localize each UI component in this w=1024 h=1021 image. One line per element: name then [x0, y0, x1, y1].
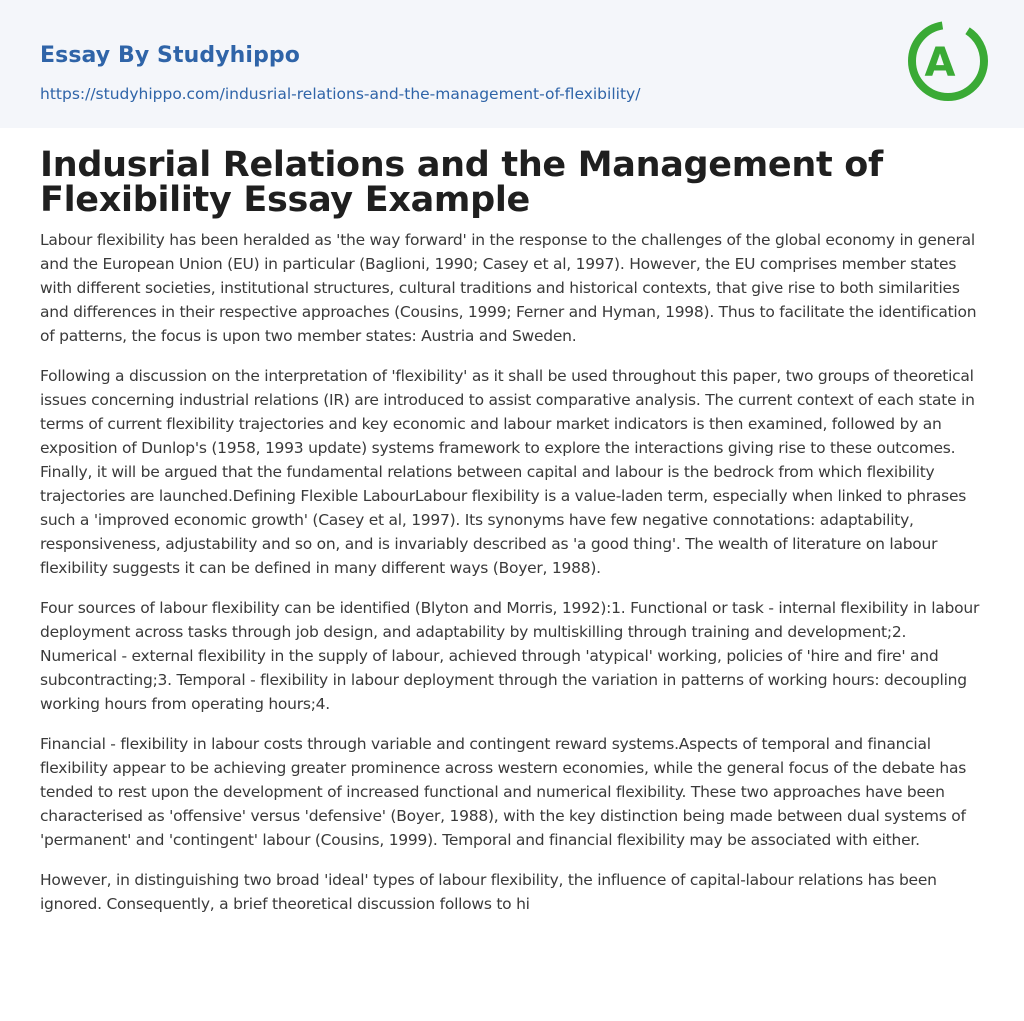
paragraph: Financial - flexibility in labour costs through variable and contingent reward systems.Aspects of temporal and financial flexibility appear to be achieving greater prominence across western economies, while the general focus of the debate has tended to rest upon the development of increased functional and numerical flexibility. These two approaches have been characterised as 'offensive' versus 'defensive' (Boyer, 1988), with the key distinction being made between dual systems of 'permanent' and 'contingent' labour (Cousins, 1999). Temporal and financial flexibility may be associated with either.	[40, 735, 967, 849]
paragraph: Labour flexibility has been heralded as 'the way forward' in the response to the challenges of the global economy in general and the European Union (EU) in particular (Baglioni, 1990; Casey et al, 1997). However, the EU comprises member states with different societies, institutional structures, cultural traditions and historical contexts, that give rise to both similarities and differences in their respective approaches (Cousins, 1999; Ferner and Hyman, 1998). Thus to facilitate the identification of patterns, the focus is upon two member states: Austria and Sweden.	[40, 231, 977, 345]
site-header	[0, 0, 1024, 128]
logo-letter: A	[924, 40, 956, 86]
site-brand[interactable]: Essay By Studyhippo	[40, 43, 300, 68]
source-url-link[interactable]: https://studyhippo.com/indusrial-relations-and-the-management-of-flexibility/	[40, 85, 641, 103]
essay-body	[40, 228, 986, 932]
paragraph: Following a discussion on the interpretation of 'flexibility' as it shall be used throughout this paper, two groups of theoretical issues concerning industrial relations (IR) are introduced to assist comparative analysis. The current context of each state in terms of current flexibility trajectories and key economic and labour market indicators is then examined, followed by an exposition of Dunlop's (1958, 1993 update) systems framework to explore the interactions giving rise to these outcomes. Finally, it will be argued that the fundamental relations between capital and labour is the bedrock from which flexibility trajectories are launched.Defining Flexible LabourLabour flexibility is a value-laden term, especially when linked to phrases such a 'improved economic growth' (Casey et al, 1997). Its synonyms have few negative connotations: adaptability, responsiveness, adjustability and so on, and is invariably described as 'a good thing'. The wealth of literature on labour flexibility suggests it can be defined in many different ways (Boyer, 1988).	[40, 367, 975, 577]
paragraph: However, in distinguishing two broad 'ideal' types of labour flexibility, the influence of capital-labour relations has been ignored. Consequently, a brief theoretical discussion follows to hi	[40, 871, 937, 913]
essay-title: Indusrial Relations and the Management of Flexibility Essay Example	[40, 145, 883, 220]
studyhippo-logo-icon[interactable]	[908, 18, 990, 106]
paragraph: Four sources of labour flexibility can be identified (Blyton and Morris, 1992):1. Functional or task - internal flexibility in labour deployment across tasks through job design, and adaptability by multiskilling through training and development;2. Numerical - external flexibility in the supply of labour, achieved through 'atypical' working, policies of 'hire and fire' and subcontracting;3. Temporal - flexibility in labour deployment through the variation in patterns of working hours: decoupling working hours from operating hours;4.	[40, 599, 980, 713]
